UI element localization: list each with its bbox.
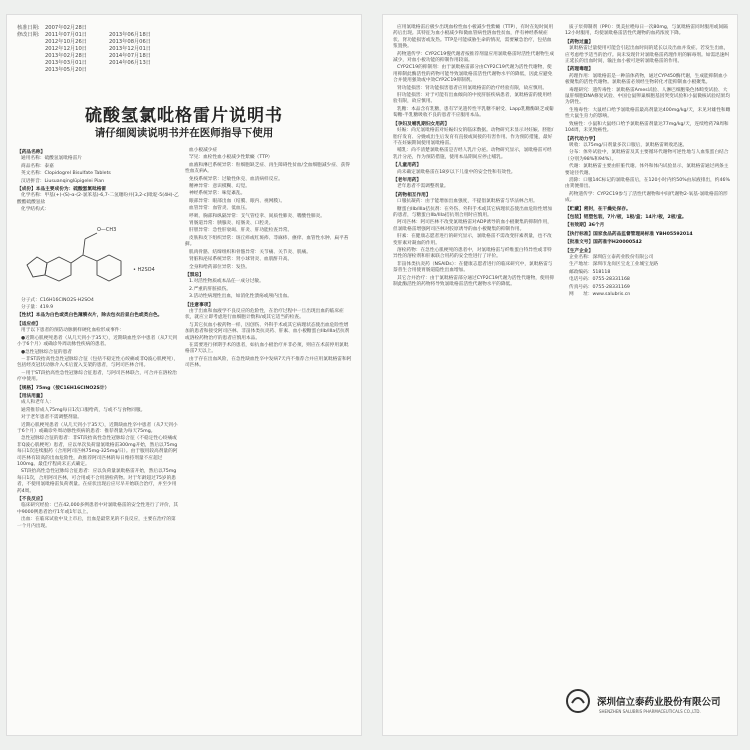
revision-date-label	[17, 46, 45, 53]
section-heading: 【适应症】	[17, 321, 41, 327]
right-column-2	[565, 25, 731, 665]
revision-date-v1: 2012年10月26日	[45, 39, 87, 45]
section-heading: 【有效期】36个月	[565, 223, 605, 229]
chemical-structure	[17, 217, 179, 295]
section-heading: 【执行标准】国家食品药品监督管理局标准 YBH05592014	[565, 231, 693, 237]
paragraph: ST段抬高性急性冠脉综合征患者：应以负荷量氯吡格雷开始，然后以75mg每日1次，合用阿司匹林，可合用或不合用溶栓药物。对于年龄超过75岁的患者，不使用氯吡格雷负荷剂量。在症状出现后应尽早开始联合治疗，并至少用药4周。	[17, 469, 177, 494]
paragraph: 肝功能损害：对于可能有出血倾向的中度肝脏疾病患者，氯吡格雷的使用经验有限，故应慎用。	[393, 93, 552, 105]
revision-date-v1: 2013年05月20日	[45, 67, 87, 73]
section-heading: 【禁忌】	[185, 272, 204, 278]
section-heading: 【药物过量】	[565, 39, 594, 45]
paragraph: 药理作用：氯吡格雷是一种前体药物，通过CYP450酶代谢，生成能抑制血小板聚集的活性代谢物。氯吡格雷必须经生物转化才能抑制血小板聚集。	[565, 73, 728, 86]
paragraph: 用于以下患者的预防动脉粥样硬化血栓形成事件：	[21, 328, 125, 334]
section-heading: 【药品名称】	[17, 150, 46, 155]
paragraph: 成人和老年人：	[21, 400, 54, 406]
paragraph: 阿司匹林：阿司匹林不改变氯吡格雷对ADP诱导的血小板聚集的抑制作用，但氯吡格雷增强阿司匹林对胶原诱导的血小板聚集的抑制作用。	[393, 220, 552, 232]
paragraph: 3.活动性病理性出血，如消化性溃疡或颅内出血。	[189, 294, 292, 300]
section-heading: 【注意事项】	[185, 302, 214, 308]
company-logo-block	[565, 681, 731, 721]
paragraph: 化学结构式：	[21, 207, 50, 213]
left-column-1	[17, 148, 179, 727]
ester-group-label: O—CH3	[97, 226, 117, 233]
section-heading: 【药理毒理】	[565, 67, 594, 73]
document-title: 硫酸氢氯吡格雷片说明书	[85, 106, 283, 126]
revision-date-v2: 2013年12月01日	[109, 46, 151, 52]
revision-date-row	[17, 25, 353, 32]
paragraph: 免疫系统异常：过敏性休克、血清病样反应。	[189, 176, 283, 182]
paragraph: 药物遗传学：CYP2C19慢代谢者按推荐剂量应用氯吡格雷时活性代谢物生成减少，对血小板功能的抑制作用较弱。	[393, 51, 555, 64]
paragraph: 对于老年患者不需调整剂量。	[21, 415, 82, 421]
company-logo-icon	[565, 688, 591, 714]
paragraph: 氯吡格雷过量使用可能会引起出血时间的延长以及出血并发症。若发生出血，应考虑给予适当的治疗。尚未发现针对氯吡格雷药理作用的解毒剂。如需迅速纠正延长的出血时间，输注血小板可逆转氯吡格雷的作用。	[565, 46, 730, 65]
revision-date-v2: 2014年07月18日	[109, 53, 151, 59]
revision-date-v1: 2007年02月28日	[45, 25, 87, 31]
paragraph: 血液和淋巴系统异常：粒细胞缺乏症、再生障碍性贫血/全血细胞减少症、获得性血友病A。	[185, 162, 350, 175]
revision-date-v1: 2012年12月10日	[45, 46, 87, 52]
revision-date-row	[17, 39, 353, 46]
section-heading: 【儿童用药】	[393, 163, 422, 169]
paragraph: CYP2C19的抑制剂：由于氯吡格雷部分由CYP2C19代谢为活性代谢物，使用抑制此酶活性的药物可能导致氯吡格雷活性代谢物水平的降低，因此应避免合并使用强效或中效CYP2C19抑制剂。	[393, 65, 553, 84]
paragraph: 汉语拼音：Liusuanqinglüpigelei Pian	[21, 178, 105, 184]
paragraph: 肌肉骨骼、结缔组织和骨骼异常：关节痛、关节炎、肌痛。	[189, 249, 311, 255]
paragraph: 尚未确定氯吡格雷在18岁以下儿童中的安全性和有效性。	[397, 169, 516, 175]
bond	[71, 255, 83, 263]
paragraph: 商品名称：泰嘉	[21, 163, 54, 169]
piperidine-ring	[45, 257, 71, 281]
revision-date-v2: 2014年06月13日	[109, 60, 151, 66]
paragraph: 企业名称：深圳信立泰药业股份有限公司	[569, 255, 654, 260]
paragraph: 药物遗传学：CYP2C19参与了活性代谢物和中间代谢物2-氧基-氯吡格雷的形成。	[565, 191, 728, 204]
paragraph: 应用氯吡格雷后极少出现血栓性血小板减少性紫癜（TTP），有时在短时间用药后出现。其特征为血小板减少和微血管病性溶血性贫血，伴有神经系统症状、肾功能损害或发热。TTP是可能威胁生命的情况，需要紧急治疗，包括血浆置换。	[393, 25, 554, 50]
revision-date-row	[17, 46, 353, 53]
paragraph: 其它合并治疗：由于氯吡格雷部分通过CYP2C19代谢为活性代谢物，使用抑制此酶活性的药物将导致氯吡格雷活性代谢物水平的降低。	[393, 275, 555, 288]
bisulfate-label: • H2SO4	[133, 266, 155, 273]
paragraph: 消除：口服14C标记的氯吡格雷后，在120小时内约50%由尿液排出，约46%由粪便排出。	[565, 177, 730, 190]
right-page	[382, 14, 738, 736]
section-heading: 【批准文号】国药准字H20000542	[565, 240, 642, 246]
section-heading: 【药物相互作用】	[393, 192, 431, 198]
paragraph: 分子量：419.9	[21, 305, 54, 311]
paragraph: 全身和给药部位异常：发热。	[189, 264, 250, 270]
revision-date-row	[17, 53, 353, 60]
paragraph: 肾功能损害：肾功能损害患者应用氯吡格雷的治疗经验有限，故应慎用。	[397, 85, 548, 91]
paragraph: 代谢：氯吡格雷主要由肝脏代谢。体外和体内试验显示，氯吡格雷通过两条主要途径代谢。	[565, 164, 729, 176]
section-heading: 【贮藏】密封，在干燥处保存。	[565, 206, 631, 212]
revision-date-label	[17, 53, 45, 60]
revision-date-v2: 2013年08月06日	[109, 39, 151, 45]
paragraph: 老年患者不需调整剂量。	[397, 184, 449, 190]
section-heading: 【药代动力学】	[565, 136, 598, 142]
paragraph: 口服抗凝药：由于能增加出血强度，不提倡氯吡格雷与华法林合用。	[397, 199, 538, 205]
revision-date-label	[17, 67, 45, 74]
section-heading: 【孕妇及哺乳期妇女用药】	[393, 121, 450, 127]
section-heading: 【性状】本品为白色或类白色薄膜衣片，除去包衣后显白色或类白色。	[17, 313, 163, 319]
paragraph: 非甾体类抗炎药（NSAIDs）：在健康志愿者进行的临床研究中，氯吡格雷与萘普生合用使胃肠道隐性出血增加。	[393, 261, 553, 274]
paragraph: 罕见：血栓性血小板减少性紫癜（TTP）	[189, 155, 273, 161]
paragraph: 哺乳：尚不清楚氯吡格雷是否经人乳汁分泌。动物研究显示，氯吡格雷可经乳汁分泌，作为预防措施，使用本品期间应停止哺乳。	[393, 148, 552, 160]
revision-date-label: 修改日期:	[17, 32, 40, 38]
paragraph: －非ST段抬高性急性冠脉综合征（包括不稳定性心绞痛或非Q波心肌梗死），包括经皮冠状动脉介入术后置入支架的患者，与阿司匹林合用。	[17, 356, 179, 369]
paragraph: 通用名称：硫酸氢氯吡格雷片	[21, 156, 82, 162]
paragraph: 生产地址：深圳市龙岗区宝龙工业城宝龙路	[569, 262, 659, 268]
paragraph: 与其它抗血小板药物一样，因创伤、外科手术或其它病理状态使出血危险性增加的患者和接受阿司匹林、非甾体类抗炎药、肝素、血小板糖蛋白IIb/IIIa拮抗剂或溶栓药物治疗的患者应慎用本品。	[185, 322, 350, 341]
thiophene-ring	[27, 257, 47, 277]
paragraph: 毒理研究：遗传毒性：氯吡格雷Ames试验、人淋巴细胞染色体畸变试验、大鼠肝细胞DNA修复试验、中国仓鼠卵巢细胞基因突变试验和小鼠微核试验结果均为阴性。	[565, 87, 731, 106]
bond	[83, 255, 97, 261]
paragraph: 在需要进行择期手术的患者，如抗血小板治疗并非必须，则应在术前停用氯吡格雷7天以上。	[185, 342, 349, 355]
paragraph: 质子泵抑制剂（PPI）：奥美拉唑每日一次80mg，与氯吡格雷同时服用或间隔12小时服用，均使氯吡格雷活性代谢物的血药浓度下降。	[565, 25, 728, 37]
revision-date-v1: 2011年07月01日	[45, 32, 87, 38]
paragraph: 吸收：以75mg/日剂量多次口服后，氯吡格雷吸收迅速。	[569, 142, 688, 148]
paragraph: ●近期心肌梗死患者（从几天到小于35天），近期缺血性卒中患者（从7天到小于6个月）或确诊外周动脉性疾病的患者。	[17, 335, 178, 348]
paragraph: 网 址：www.salubris.cn	[569, 292, 631, 298]
bond	[83, 239, 85, 255]
paragraph: 电话号码：0755-28331168	[569, 277, 630, 283]
left-page	[6, 14, 362, 736]
revision-date-row	[17, 32, 353, 39]
section-heading: 【生产企业】	[565, 248, 594, 254]
paragraph: 神经系统异常：味觉紊乱。	[189, 191, 246, 197]
revision-dates	[17, 25, 353, 73]
paragraph: 皮肤和皮下组织异常：斑丘疹或红斑疹、荨麻疹、瘙痒、血管性水肿、扁平苔藓。	[185, 235, 349, 248]
paragraph: 胃肠道异常：胰腺炎、结肠炎、口腔炎。	[189, 221, 274, 227]
paragraph: 血管异常：血管炎、低血压。	[189, 206, 250, 212]
paragraph: 急性冠脉综合征的患者：非ST段抬高性急性冠脉综合征（不稳定性心绞痛或非Q波心肌梗死）患者，应以单次负荷量氯吡格雷300mg开始，然后以75mg每日1次连续服药（合用阿司匹林75mg-325mg/日）。由于服用较高剂量的阿司匹林有较高的出血危险性，故推荐阿司匹林的每日维持剂量不应超过100mg。最佳疗程尚未正式确定。	[17, 436, 178, 467]
company-name-en: SHENZHEN SALUBRIS PHARMACEUTICALS CO.,LTD.	[599, 709, 701, 714]
section-heading: 【不良反应】	[17, 497, 46, 503]
revision-date-v1: 2013年02月28日	[45, 53, 87, 59]
left-column-2	[185, 148, 353, 727]
paragraph: 血小板减少症	[189, 148, 218, 153]
section-heading: 【老年用药】	[393, 177, 422, 183]
section-heading: 【用法用量】	[17, 393, 46, 399]
paragraph: 生殖毒性：大鼠经口给予氯吡格雷最高剂量达400mg/kg/天，未见对雄性和雌性大鼠生育力的影响。	[565, 107, 731, 120]
paragraph: 妊娠：尚无氯吡格雷对妊娠妇女的临床数据。动物研究未显示对妊娠、胚胎/胎仔发育、分娩或出生后发育有直接或间接的有害作用。作为预防措施，最好不在妊娠期间使用氯吡格雷。	[393, 128, 554, 146]
revision-date-v1: 2013年03月01日	[45, 60, 87, 66]
paragraph: 乳糖：本品含有乳糖，患有罕见遗传性半乳糖不耐受、Lapp乳糖酶缺乏或葡萄糖-半乳糖吸收不良的患者不应服用本品。	[393, 106, 554, 119]
revision-date-row	[17, 67, 353, 74]
paragraph: 2.严重的肝脏损伤。	[189, 286, 231, 292]
paragraph: ●急性冠脉综合征的患者	[21, 349, 72, 355]
paragraph: 分布：体外试验中，氯吡格雷及其主要循环代谢物可逆性地与人血浆蛋白结合（分别为98%和94%）。	[565, 150, 729, 162]
paragraph: 出血：在临床试验中及上市后，出血是最常见的不良反应，主要在治疗的第一个月内出现。	[17, 517, 176, 529]
paragraph: 由于出血和血液学不良反应的危险性，在治疗过程中一旦出现出血的临床症状，就应立即考虑进行血细胞计数和/或其它适当的检查。	[185, 308, 344, 321]
section-heading: 【规格】75mg（按C16H16ClNO2S计）	[17, 385, 110, 391]
section-heading: 【成份】本品主要成份为：硫酸氢氯吡格雷	[17, 187, 107, 193]
revision-date-label	[17, 39, 45, 46]
paragraph: －用于ST段抬高性急性冠脉综合征患者，与阿司匹林联合，可合并在溶栓治疗中使用。	[17, 370, 177, 383]
paragraph: 呼吸、胸部和纵隔异常：支气管痉挛、间质性肺炎、嗜酸性肺炎。	[189, 213, 325, 219]
right-column-1	[393, 25, 555, 727]
paragraph: 近期心肌梗死患者（从几天到小于35天），近期缺血性卒中患者（从7天到小于6个月）或确诊外周动脉性疾病的患者：推荐剂量为每天75mg。	[17, 422, 178, 434]
bond	[85, 233, 97, 239]
paragraph: 邮政编码：518118	[569, 269, 611, 275]
revision-date-row	[17, 60, 353, 67]
paragraph: 1.对活性物质或本品任一成分过敏。	[189, 279, 264, 285]
paragraph: 肝素：在健康志愿者进行的研究显示，氯吡格雷不需改变肝素剂量，也不改变肝素对凝血的作用。	[393, 234, 552, 246]
paragraph: 肝胆异常：急性肝衰竭、肝炎、肝功能检查异常。	[189, 228, 293, 234]
paragraph: 糖蛋白IIb/IIIa拮抗剂：在外伤、外科手术或其它病理状态使出血危险性增加的患者，与糖蛋白IIb/IIIa拮抗剂合用时应慎用。	[393, 206, 552, 218]
revision-date-label	[17, 60, 45, 67]
paragraph: 英文名称：Clopidogrel Bisulfate Tablets	[21, 171, 111, 177]
paragraph: 化学名称：甲基(+)-(S)-α-(2-氯苯基)-6,7-二氢噻吩并[3,2-c]吡啶-5(4H)-乙酸酯硫酸氢盐	[17, 193, 179, 205]
paragraph: 眼部异常：眼部出血（结膜、眼内、视网膜）。	[189, 198, 286, 204]
section-heading: 【包装】铝塑包装，7片/板，1板/盒；14片/板，2板/盒。	[565, 214, 687, 220]
paragraph: 溶栓药物：在急性心肌梗死的患者中，对氯吡格雷与纤维蛋白特异性或非特异性的溶栓剂和肝素联合用药的安全性进行了评价。	[393, 248, 552, 260]
chlorophenyl-ring	[97, 255, 121, 281]
paragraph: 致癌性：小鼠和大鼠经口给予氯吡格雷剂量达77mg/kg/天，连续给药78周和104周，未见致癌性。	[565, 121, 729, 134]
company-name: 深圳信立泰药业股份有限公司	[597, 697, 721, 708]
paragraph: 分子式：C16H16ClNO2S·H2SO4	[21, 297, 94, 303]
paragraph: 精神异常：意识模糊、幻觉。	[189, 184, 250, 190]
revision-date-v2: 2013年06月18日	[109, 32, 151, 38]
paragraph: 通常推荐成人75mg每日1次口服给药，与或不与食物同服。	[21, 407, 146, 413]
paragraph: 传真号码：0755-28331169	[569, 284, 630, 290]
paragraph: 由于存在出血风险，在急性缺血性卒中发病7天内不推荐合并应用氯吡格雷和阿司匹林。	[185, 356, 352, 369]
paragraph: 临床研究经验：已在42,000多例患者中对氯吡格雷的安全性进行了评价，其中9000例患者治疗1年或1年以上。	[17, 503, 179, 515]
document-subtitle: 请仔细阅读说明书并在医师指导下使用	[94, 127, 274, 139]
paragraph: 肾脏和泌尿系统异常：肾小球肾炎、血肌酐升高。	[189, 257, 293, 263]
revision-date-label: 核准日期:	[17, 25, 40, 31]
